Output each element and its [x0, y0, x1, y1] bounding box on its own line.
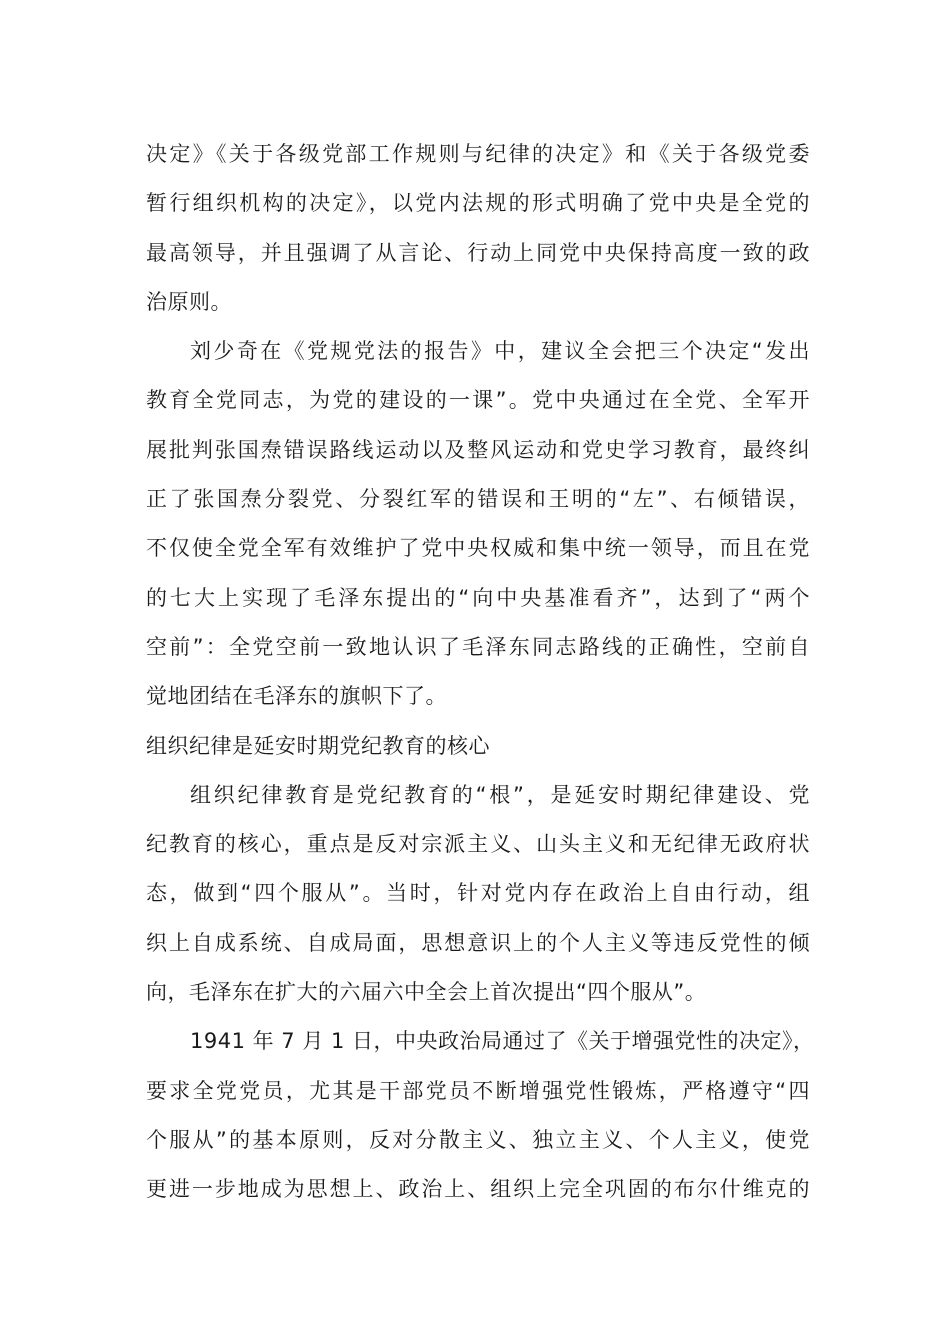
text-line: 态，做到“四个服从”。当时，针对党内存在政治上自由行动，组: [146, 881, 810, 906]
text-line: 更进一步地成为思想上、政治上、组织上完全巩固的布尔什维克的: [146, 1177, 810, 1202]
paragraph-liu-shaoqi-report: [146, 327, 810, 721]
text-line: 向，毛泽东在扩大的六届六中全会上首次提出“四个服从”。: [146, 980, 707, 1005]
text-line: 教育全党同志，为党的建设的一课”。党中央通过在全党、全军开: [146, 388, 810, 413]
paragraph-party-regulations: [146, 130, 810, 327]
text-line: 最高领导，并且强调了从言论、行动上同党中央保持高度一致的政: [146, 240, 810, 265]
text-line: 不仅使全党全军有效维护了党中央权威和集中统一领导，而且在党: [146, 536, 810, 561]
section-heading: 组织纪律是延安时期党纪教育的核心: [146, 733, 490, 758]
text-line: 空前”：全党空前一致地认识了毛泽东同志路线的正确性，空前自: [146, 634, 810, 659]
text-line: 刘少奇在《党规党法的报告》中，建议全会把三个决定“发出: [190, 339, 810, 364]
text-line: 觉地团结在毛泽东的旗帜下了。: [146, 684, 447, 709]
text-line: 组织纪律教育是党纪教育的“根”，是延安时期纪律建设、党: [190, 782, 810, 807]
text-line: 纪教育的核心，重点是反对宗派主义、山头主义和无纪律无政府状: [146, 832, 810, 857]
text-line: 展批判张国焘错误路线运动以及整风运动和党史学习教育，最终纠: [146, 437, 810, 462]
text-line: 暂行组织机构的决定》，以党内法规的形式明确了党中央是全党的: [146, 191, 810, 216]
text-line: 正了张国焘分裂党、分裂红军的错误和王明的“左”、右倾错误，: [146, 487, 810, 512]
paragraph-1941-decision: [146, 1017, 815, 1214]
text-line: 的七大上实现了毛泽东提出的“向中央基准看齐”，达到了“两个: [146, 585, 810, 610]
text-line: 1941 年 7 月 1 日，中央政治局通过了《关于增强党性的决定》，: [190, 1029, 815, 1054]
paragraph-organizational-discipline: [146, 771, 810, 1017]
text-line: 要求全党党员，尤其是干部党员不断增强党性锻炼，严格遵守“四: [146, 1078, 810, 1103]
text-line: 决定》《关于各级党部工作规则与纪律的决定》和《关于各级党委: [146, 142, 810, 166]
text-line: 治原则。: [146, 289, 232, 314]
text-line: 个服从”的基本原则，反对分散主义、独立主义、个人主义，使党: [146, 1127, 810, 1152]
text-line: 织上自成系统、自成局面，思想意识上的个人主义等违反党性的倾: [146, 930, 810, 955]
document-body: [146, 130, 815, 1215]
